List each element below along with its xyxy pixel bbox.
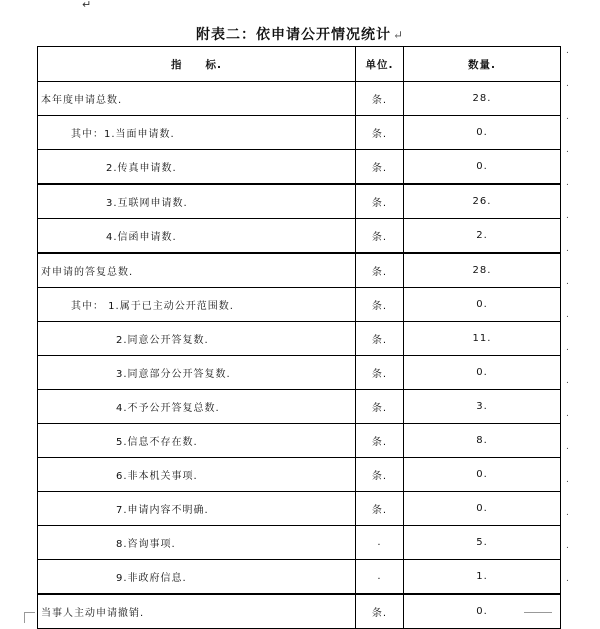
- row-label: 4.不予公开答复总数.: [38, 390, 356, 424]
- row-end-mark: .: [566, 145, 569, 155]
- table-row: [38, 253, 561, 288]
- table-row: [38, 288, 561, 322]
- row-label: 3.互联网申请数.: [38, 184, 356, 219]
- row-end-mark: .: [566, 211, 569, 221]
- paragraph-mark: ↵: [82, 0, 92, 11]
- row-unit: 条.: [356, 492, 404, 526]
- row-end-mark: .: [566, 442, 569, 452]
- table-row: [38, 82, 561, 116]
- title-text: 附表二：依申请公开情况统计: [195, 27, 391, 43]
- row-count: 3.: [404, 390, 561, 424]
- table-title: [0, 24, 600, 44]
- row-end-mark: .: [566, 508, 569, 518]
- row-unit: 条.: [356, 390, 404, 424]
- row-end-mark: .: [566, 376, 569, 386]
- header-row: [38, 47, 561, 82]
- table-row: [38, 184, 561, 219]
- row-count: 2.: [404, 219, 561, 254]
- row-end-mark: .: [566, 244, 569, 254]
- row-label: 本年度申请总数.: [38, 82, 356, 116]
- row-unit: 条.: [356, 253, 404, 288]
- row-label: 对申请的答复总数.: [38, 253, 356, 288]
- row-end-mark: .: [566, 475, 569, 485]
- table-row: [38, 150, 561, 185]
- row-end-mark: .: [566, 574, 569, 584]
- statistics-table: [37, 46, 561, 629]
- row-end-mark: .: [566, 277, 569, 287]
- row-count: 0.: [404, 288, 561, 322]
- table-row: [38, 594, 561, 629]
- title-paragraph-mark: ↵: [392, 28, 405, 42]
- row-label: 8.咨询事项.: [38, 526, 356, 560]
- row-unit: 条.: [356, 82, 404, 116]
- table-row: [38, 356, 561, 390]
- page-corner-right: [524, 612, 552, 613]
- table-row: [38, 116, 561, 150]
- row-label: 2.传真申请数.: [38, 150, 356, 185]
- row-end-mark: .: [566, 79, 569, 89]
- row-label: 3.同意部分公开答复数.: [38, 356, 356, 390]
- row-unit: 条.: [356, 150, 404, 185]
- row-label: 7.申请内容不明确.: [38, 492, 356, 526]
- row-end-mark: .: [566, 541, 569, 551]
- row-label: 其中：1.当面申请数.: [38, 116, 356, 150]
- row-count: 0.: [404, 492, 561, 526]
- row-count: 1.: [404, 560, 561, 595]
- row-label: 2.同意公开答复数.: [38, 322, 356, 356]
- row-unit: 条.: [356, 356, 404, 390]
- row-unit: 条.: [356, 594, 404, 629]
- row-unit: 条.: [356, 184, 404, 219]
- row-end-mark: .: [566, 46, 569, 56]
- row-count: 26.: [404, 184, 561, 219]
- row-unit: 条.: [356, 219, 404, 254]
- table-row: [38, 424, 561, 458]
- table-row: [38, 390, 561, 424]
- table-row: [38, 560, 561, 595]
- row-unit: 条.: [356, 458, 404, 492]
- row-unit: .: [356, 560, 404, 595]
- page-corner-left: [24, 612, 35, 623]
- row-count: 5.: [404, 526, 561, 560]
- row-unit: 条.: [356, 288, 404, 322]
- row-count: 0.: [404, 458, 561, 492]
- row-end-mark: .: [566, 310, 569, 320]
- row-count: 0.: [404, 356, 561, 390]
- row-end-marks: [566, 46, 586, 607]
- row-unit: 条.: [356, 322, 404, 356]
- row-label: 9.非政府信息.: [38, 560, 356, 595]
- row-count: 28.: [404, 82, 561, 116]
- row-count: 28.: [404, 253, 561, 288]
- row-end-mark: .: [566, 343, 569, 353]
- row-count: 0.: [404, 116, 561, 150]
- table-row: [38, 458, 561, 492]
- row-label: 5.信息不存在数.: [38, 424, 356, 458]
- table-row: [38, 526, 561, 560]
- row-end-mark: .: [566, 409, 569, 419]
- row-label: 当事人主动申请撤销.: [38, 594, 356, 629]
- table-row: [38, 219, 561, 254]
- row-unit: 条.: [356, 116, 404, 150]
- row-count: 8.: [404, 424, 561, 458]
- row-count: 0.: [404, 594, 561, 629]
- row-end-mark: .: [566, 178, 569, 188]
- row-label: 6.非本机关事项.: [38, 458, 356, 492]
- row-label: 4.信函申请数.: [38, 219, 356, 254]
- header-unit: 单位.: [356, 47, 404, 82]
- table-row: [38, 322, 561, 356]
- table-row: [38, 492, 561, 526]
- row-unit: .: [356, 526, 404, 560]
- header-indicator: 指 标.: [38, 47, 356, 82]
- row-unit: 条.: [356, 424, 404, 458]
- header-count: 数量.: [404, 47, 561, 82]
- row-end-mark: .: [566, 112, 569, 122]
- row-count: 0.: [404, 150, 561, 185]
- row-count: 11.: [404, 322, 561, 356]
- row-label: 其中： 1.属于已主动公开范围数.: [38, 288, 356, 322]
